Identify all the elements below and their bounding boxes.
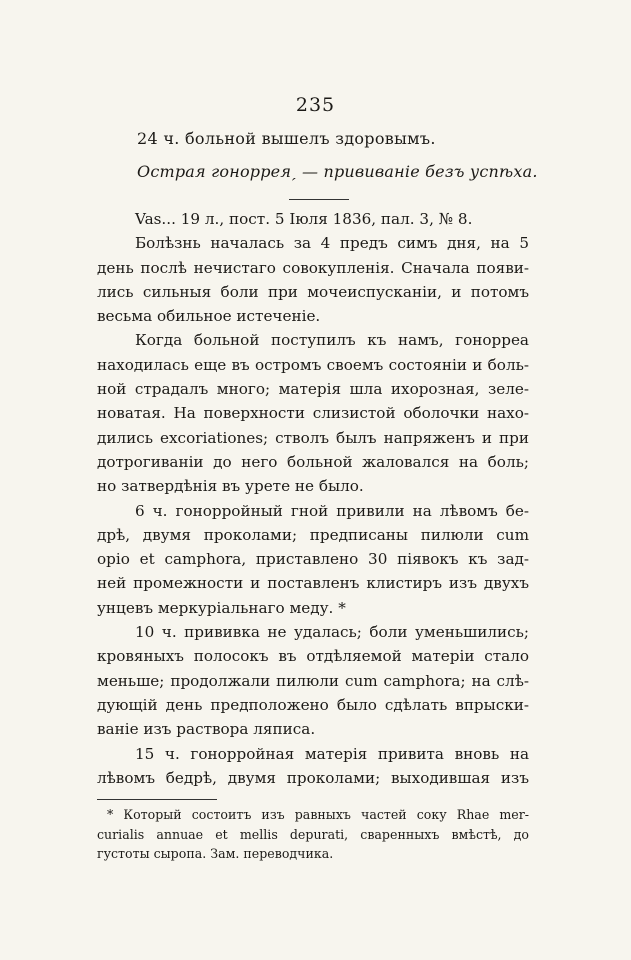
- text-line: 15 ч. гонорройная матерiя привита вновь на: [135, 744, 529, 763]
- footnote: [97, 805, 529, 864]
- text-line: ней промежности и поставленъ клистиръ изъ двухъ: [97, 574, 529, 593]
- text-line: Когда больной поступилъ къ намъ, гонорреа: [135, 331, 529, 350]
- paragraphs: [97, 231, 529, 790]
- text-line: унцевъ меркурiальнаго меду. *: [97, 598, 346, 617]
- footnote-line: густоты сыропа. Зам. переводчика.: [97, 846, 334, 861]
- text-line: дотрогиванiи до него больной жаловался на боль;: [97, 452, 529, 471]
- text-line: меньше; продолжали пилюли cum camphora; на слѣ-: [97, 671, 529, 690]
- body-text: [97, 207, 529, 790]
- paragraph: [97, 328, 529, 498]
- text-line: лись сильныя боли при мочеиспусканiи, и потомъ: [97, 282, 529, 301]
- text-line: новатая. На поверхности слизистой оболочки нахо-: [97, 404, 529, 423]
- text-line: 10 ч. прививка не удалась; боли уменьшились;: [135, 623, 529, 642]
- text-line: кровяныхъ полосокъ въ отдѣляемой матерiи стало: [97, 647, 529, 666]
- section-divider: [289, 199, 349, 200]
- case-header: 24 ч. больной вышелъ здоровымъ.: [137, 129, 436, 148]
- page-number: 235: [295, 94, 336, 116]
- text-line: но затвердѣнiя въ урете не было.: [97, 477, 364, 496]
- text-line: весьма обильное истеченiе.: [97, 307, 321, 326]
- text-line: Болѣзнь началась за 4 предъ симъ дня, на 5: [135, 234, 529, 253]
- text-line: opio et camphora, приставлено 30 пiявокъ къ зад-: [97, 550, 529, 569]
- text-line: находилась еще въ остромъ своемъ состоянiи и боль-: [97, 355, 529, 374]
- text-line: дрѣ, двумя проколами; предписаны пилюли cum: [97, 525, 529, 544]
- text-line: дились excoriationes; стволъ былъ напряженъ и при: [97, 428, 529, 447]
- paragraph: [97, 231, 529, 328]
- case-title: Острая гонорреяˏ — прививанiе безъ успѣха.: [137, 162, 538, 181]
- footnote-line: curialis annuae et mellis depurati, сваренныхъ вмѣстѣ, до: [97, 826, 529, 842]
- footnote-divider: [97, 799, 217, 800]
- text-line: дующiй день предположено было сдѣлать впрыски-: [97, 695, 529, 714]
- text-line: ной страдалъ много; матерiя шла ихорозная, зеле-: [97, 380, 529, 399]
- paragraph: [97, 742, 529, 791]
- paragraph: [97, 499, 529, 620]
- footnote-line: * Который состоитъ изъ равныхъ частей соку Rhae mer-: [107, 807, 529, 822]
- text-line: 6 ч. гонорройный гной привили на лѣвомъ бе-: [135, 501, 529, 520]
- text-line: лѣвомъ бедрѣ, двумя проколами; выходившая изъ: [97, 768, 529, 787]
- text-line: ванiе изъ раствора ляписа.: [97, 720, 316, 739]
- paragraph: [97, 620, 529, 741]
- text-line: день послѣ нечистаго совокупленiя. Сначала появи-: [97, 258, 529, 277]
- record-line: Vas... 19 л., пост. 5 Iюля 1836, пал. 3, № 8.: [135, 210, 473, 228]
